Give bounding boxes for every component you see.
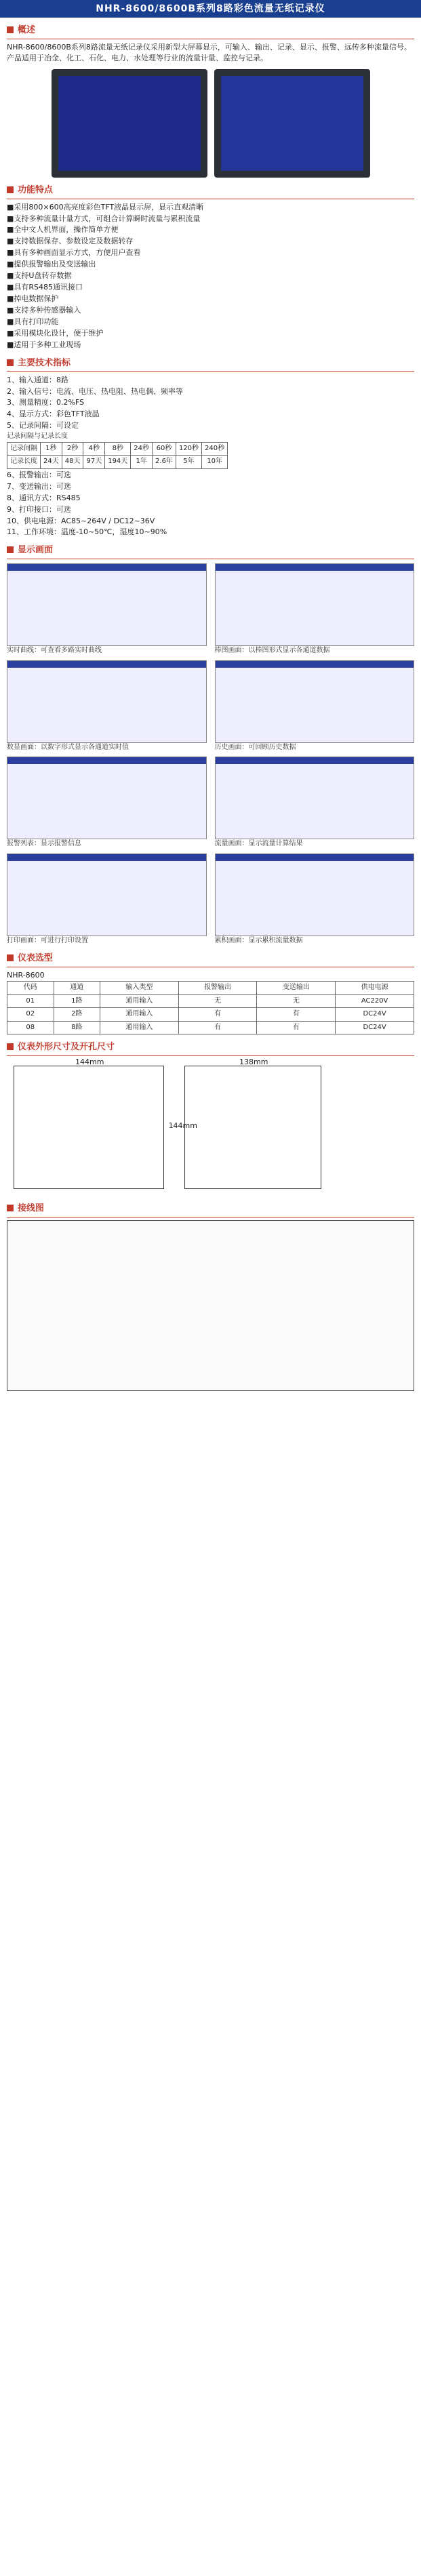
- table-cell: DC24V: [336, 1008, 414, 1022]
- features-heading: [7, 184, 414, 199]
- features-list: [7, 202, 414, 350]
- screenshot-item: [7, 757, 207, 849]
- feature-item: ■掉电数据保护: [7, 294, 59, 304]
- screenshot-item: [215, 853, 415, 946]
- model-table: [7, 981, 414, 1034]
- screenshot-image: [215, 563, 415, 646]
- table-cell: 194天: [105, 456, 131, 469]
- page-title: NHR-8600/8600B系列8路彩色流量无纸记录仪: [0, 0, 421, 18]
- screens-head-text: 显示画面: [18, 545, 54, 556]
- heading-marker-icon: [7, 1043, 14, 1050]
- feature-item: ■提供报警输出及变送输出: [7, 260, 96, 269]
- features-section: [7, 184, 414, 350]
- table-cell: 无: [257, 994, 336, 1008]
- dimensions-heading: [7, 1041, 414, 1056]
- screenshot-image: [7, 563, 207, 646]
- table-cell: 8秒: [105, 442, 131, 456]
- table-row: [7, 1008, 414, 1022]
- spec-item: 3、测量精度：0.2%FS: [7, 398, 85, 407]
- screenshot-caption: 历史画面：可回顾历史数据: [214, 743, 296, 751]
- feature-item: ■采用800×600高亮度彩色TFT液晶显示屏，显示直观清晰: [7, 202, 204, 212]
- heading-marker-icon: [7, 26, 14, 33]
- screenshot-caption: 实时曲线：可查看多路实时曲线: [7, 647, 102, 655]
- record-table: [7, 442, 228, 469]
- dimensions-section: [7, 1041, 414, 1196]
- screenshot-image: [215, 660, 415, 743]
- table-cell: 1秒: [41, 442, 62, 456]
- wiring-head-text: 接线图: [18, 1203, 45, 1213]
- feature-item: ■支持U盘转存数据: [7, 271, 72, 281]
- overview-text: NHR-8600/8600B系列8路流量无纸记录仪采用新型大屏幕显示，可输入、输出、记录、显示、报警、远传多种流量信号。产品适用于冶金、化工、石化、电力、水处理等行业的流量计量、监控与记录。: [7, 42, 412, 62]
- table-cell: 5年: [176, 456, 201, 469]
- overview-heading: [7, 24, 414, 39]
- heading-marker-icon: [7, 954, 14, 961]
- table-cell: 供电电源: [336, 982, 414, 995]
- table-cell: 有: [257, 1021, 336, 1034]
- table-cell: 120秒: [176, 442, 201, 456]
- dimensions-head-text: 仪表外形尺寸及开孔尺寸: [18, 1042, 115, 1053]
- heading-marker-icon: [7, 186, 14, 193]
- table-cell: 1路: [54, 994, 100, 1008]
- wiring-diagram: [7, 1220, 414, 1391]
- table-row: [7, 442, 228, 456]
- specs-section: [7, 357, 414, 538]
- cutout-label: 138mm: [239, 1057, 268, 1066]
- heading-marker-icon: [7, 546, 14, 553]
- screenshot-caption: 累积画面：显示累积流量数据: [214, 936, 303, 944]
- table-cell: 1年: [131, 456, 153, 469]
- spec-item: 2、输入信号：电流、电压、热电阻、热电偶、频率等: [7, 386, 183, 396]
- spec-item: 5、记录间隔：可设定: [7, 421, 79, 430]
- screenshot-caption: 打印画面：可进行打印设置: [7, 936, 88, 944]
- screenshot-item: [7, 660, 207, 753]
- heading-marker-icon: [7, 1205, 14, 1211]
- feature-item: ■具有打印功能: [7, 317, 59, 326]
- table-cell: 有: [257, 1008, 336, 1022]
- width-label: 144mm: [75, 1057, 104, 1066]
- device-screen-1: [58, 76, 201, 171]
- screenshot-item: [215, 660, 415, 753]
- screenshot-image: [7, 757, 207, 839]
- feature-item: ■支持多种传感器输入: [7, 306, 81, 315]
- feature-item: ■支持多种流量计量方式，可组合计算瞬时流量与累积流量: [7, 214, 201, 223]
- table-cell: 24天: [41, 456, 62, 469]
- screenshot-grid: [7, 563, 414, 946]
- height-label: 144mm: [168, 1121, 197, 1130]
- table-cell: 02: [7, 1008, 54, 1022]
- screenshot-image: [215, 757, 415, 839]
- table-cell: 无: [178, 994, 257, 1008]
- screenshot-image: [215, 853, 415, 936]
- table-cell: 2路: [54, 1008, 100, 1022]
- model-heading: [7, 952, 414, 967]
- table-cell: 有: [178, 1008, 257, 1022]
- features-head-text: 功能特点: [18, 184, 54, 195]
- device-screen-2: [221, 76, 363, 171]
- device-photos: [7, 69, 414, 178]
- model-code: NHR-8600: [7, 971, 45, 980]
- feature-item: ■适用于多种工业现场: [7, 340, 81, 349]
- table-row: [7, 456, 228, 469]
- device-photo-2: [214, 69, 370, 178]
- specs-list-2: [7, 470, 414, 538]
- table-cell: 记录长度: [7, 456, 41, 469]
- spec-item: 10、供电电源：AC85~264V / DC12~36V: [7, 516, 155, 525]
- table-cell: AC220V: [336, 994, 414, 1008]
- record-table-caption: 记录间隔与记录长度: [7, 432, 68, 441]
- table-cell: 8路: [54, 1021, 100, 1034]
- table-cell: 通道: [54, 982, 100, 995]
- table-cell: 变送输出: [257, 982, 336, 995]
- table-cell: 01: [7, 994, 54, 1008]
- feature-item: ■采用模块化设计，便于维护: [7, 328, 104, 338]
- spec-item: 8、通讯方式：RS485: [7, 493, 81, 502]
- feature-item: ■具有多种画面显示方式，方便用户查看: [7, 248, 141, 258]
- overview-head-text: 概述: [18, 25, 36, 35]
- table-cell: 2秒: [62, 442, 83, 456]
- spec-item: 6、报警输出：可选: [7, 470, 71, 479]
- heading-marker-icon: [7, 359, 14, 366]
- screenshot-image: [7, 853, 207, 936]
- cutout-dimension-drawing: [184, 1057, 321, 1189]
- table-cell: 2.6年: [153, 456, 176, 469]
- specs-head-text: 主要技术指标: [18, 357, 71, 368]
- feature-item: ■全中文人机界面，操作简单方便: [7, 225, 119, 235]
- screenshot-item: [7, 853, 207, 946]
- table-cell: 通用输入: [100, 1021, 179, 1034]
- table-cell: 记录间隔: [7, 442, 41, 456]
- spec-item: 1、输入通道：8路: [7, 375, 68, 384]
- screenshot-caption: 报警列表：显示报警信息: [7, 840, 81, 848]
- table-cell: 97天: [83, 456, 105, 469]
- table-row: [7, 994, 414, 1008]
- table-cell: 报警输出: [178, 982, 257, 995]
- wiring-section: [7, 1203, 414, 1391]
- spec-item: 11、工作环境：温度-10~50℃，湿度10~90%: [7, 527, 167, 537]
- screenshot-item: [215, 563, 415, 656]
- specs-list: [7, 375, 414, 432]
- table-cell: 60秒: [153, 442, 176, 456]
- screenshot-caption: 数显画面：以数字形式显示各通道实时值: [7, 743, 129, 751]
- table-cell: 有: [178, 1021, 257, 1034]
- screenshot-item: [7, 563, 207, 656]
- screenshot-caption: 棒图画面：以棒图形式显示各通道数据: [214, 647, 330, 655]
- table-cell: 10年: [202, 456, 228, 469]
- table-cell: 通用输入: [100, 1008, 179, 1022]
- spec-item: 7、变送输出：可选: [7, 481, 71, 491]
- spec-item: 9、打印接口：可选: [7, 504, 71, 514]
- specs-heading: [7, 357, 414, 372]
- table-cell: DC24V: [336, 1021, 414, 1034]
- feature-item: ■具有RS485通讯接口: [7, 283, 83, 292]
- screens-heading: [7, 544, 414, 559]
- table-cell: 48天: [62, 456, 83, 469]
- table-row: [7, 1021, 414, 1034]
- table-row: [7, 982, 414, 995]
- feature-item: ■支持数据保存、参数设定及数据转存: [7, 237, 134, 246]
- screens-section: [7, 544, 414, 946]
- screenshot-image: [7, 660, 207, 743]
- table-cell: 通用输入: [100, 994, 179, 1008]
- table-cell: 4秒: [83, 442, 105, 456]
- spec-item: 4、显示方式：彩色TFT液晶: [7, 409, 100, 419]
- screenshot-caption: 流量画面：显示流量计算结果: [214, 840, 303, 848]
- table-cell: 代码: [7, 982, 54, 995]
- table-cell: 24秒: [131, 442, 153, 456]
- screenshot-item: [215, 757, 415, 849]
- table-cell: 08: [7, 1021, 54, 1034]
- model-head-text: 仪表选型: [18, 953, 54, 964]
- table-cell: 240秒: [202, 442, 228, 456]
- table-cell: 输入类型: [100, 982, 179, 995]
- front-dimension-drawing: [14, 1057, 197, 1189]
- overview-section: [7, 24, 414, 178]
- model-section: [7, 952, 414, 1034]
- device-photo-1: [52, 69, 207, 178]
- wiring-heading: [7, 1203, 414, 1217]
